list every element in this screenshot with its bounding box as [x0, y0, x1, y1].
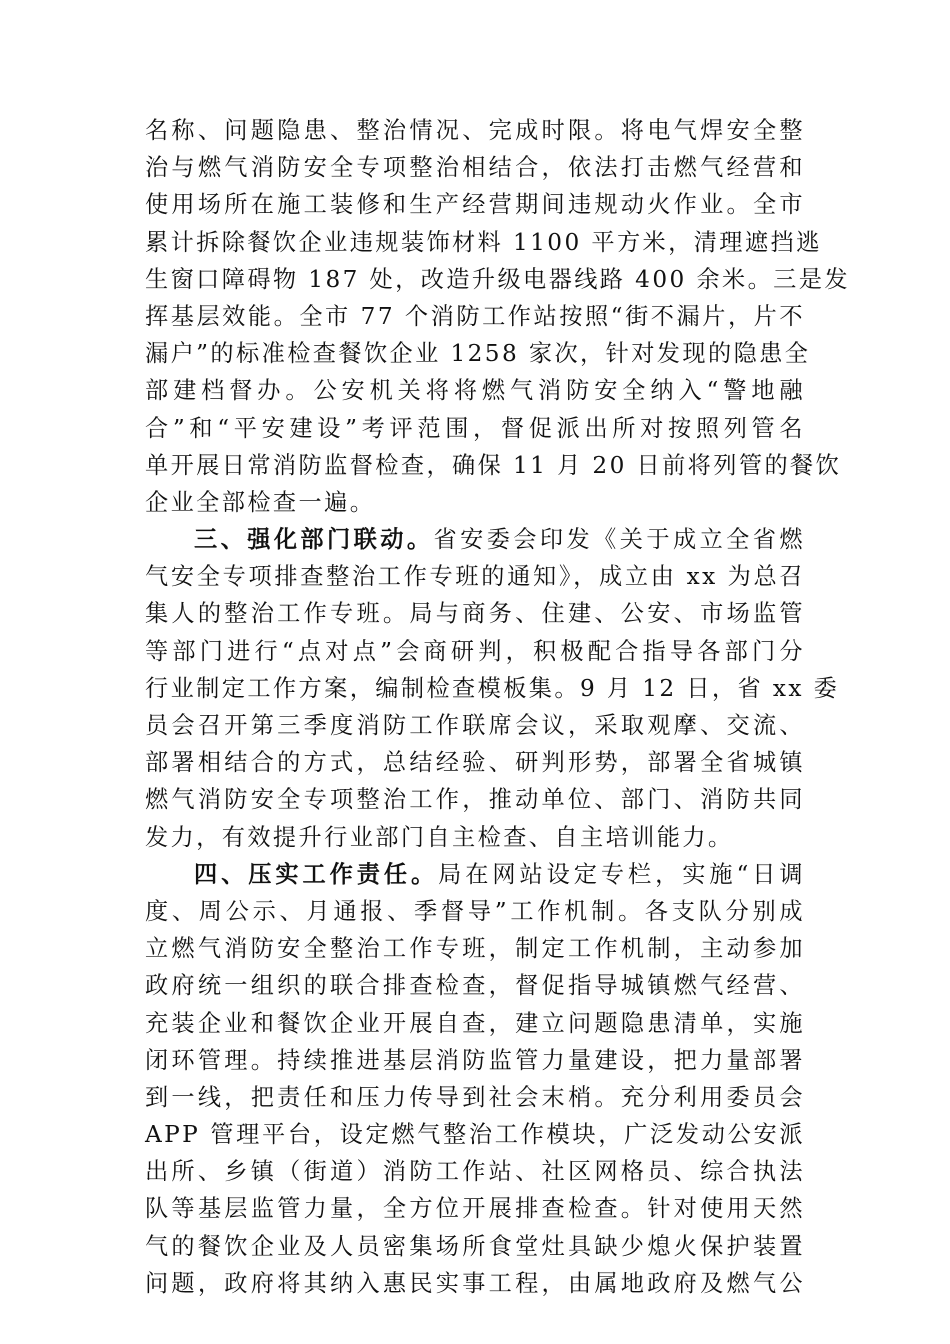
text-line: 单开展日常消防监督检查，确保 11 月 20 日前将列管的餐饮 — [145, 451, 842, 479]
text-line: 气安全专项排查整治工作专班的通知》，成立由 xx 为总召 — [145, 563, 805, 591]
section-heading: 四、压实工作责任。 — [194, 860, 439, 888]
paragraph-continuation — [145, 112, 850, 521]
text-line: 累计拆除餐饮企业违规装饰材料 1100 平方米，清理遮挡逃 — [145, 228, 822, 256]
text-line: 燃气消防安全专项整治工作，推动单位、部门、消防共同 — [145, 786, 805, 814]
text-line: 气的餐饮企业及人员密集场所食堂灶具缺少熄火保护装置 — [145, 1232, 805, 1260]
text-line: 治与燃气消防安全专项整治相结合，依法打击燃气经营和 — [145, 154, 805, 182]
text-line: 集人的整治工作专班。局与商务、住建、公安、市场监管 — [145, 600, 805, 628]
text-line: 部署相结合的方式，总结经验、研判形势，部署全省城镇 — [145, 749, 805, 777]
text-line: 员会召开第三季度消防工作联席会议，采取观摩、交流、 — [145, 712, 805, 739]
text-line: 到一线，把责任和压力传导到社会末梢。充分利用委员会 — [145, 1083, 805, 1111]
document-page — [145, 112, 850, 1302]
section-heading: 三、强化部门联动。 — [194, 526, 434, 554]
text-line: 问题，政府将其纳入惠民实事工程，由属地政府及燃气公 — [145, 1269, 805, 1297]
text-line: 闭环管理。持续推进基层消防监管力量建设，把力量部署 — [145, 1046, 805, 1074]
paragraph-first-line — [145, 521, 805, 558]
text-line: 部建档督办。公安机关将将燃气消防安全纳入“警地融 — [145, 377, 805, 405]
text-line: 度、周公示、月通报、季督导”工作机制。各支队分别成 — [145, 897, 805, 925]
text-line: 政府统一组织的联合排查检查，督促指导城镇燃气经营、 — [145, 972, 805, 1000]
text-line: 出所、乡镇（街道）消防工作站、社区网格员、综合执法 — [145, 1158, 805, 1186]
text-line: 名称、问题隐患、整治情况、完成时限。将电气焊安全整 — [145, 117, 805, 144]
text-line: 生窗口障碍物 187 处，改造升级电器线路 400 余米。三是发 — [145, 265, 850, 293]
text-line: 队等基层监管力量，全方位开展排查检查。针对使用天然 — [145, 1195, 805, 1223]
text-line: APP 管理平台，设定燃气整治工作模块，广泛发动公安派 — [145, 1121, 805, 1149]
paragraph-first-line — [145, 856, 805, 893]
text-line: 充装企业和餐饮企业开展自查，建立问题隐患清单，实施 — [145, 1009, 805, 1037]
text-line: 挥基层效能。全市 77 个消防工作站按照“街不漏片，片不 — [145, 302, 805, 330]
text-line: 漏户”的标准检查餐饮企业 1258 家次，针对发现的隐患全 — [145, 340, 811, 368]
text-line: 合”和“平安建设”考评范围，督促派出所对按照列管名 — [145, 414, 805, 442]
text-run: 局在网站设定专栏，实施“日调 — [438, 860, 805, 888]
paragraph-section-3 — [145, 521, 840, 856]
text-line: 等部门进行“点对点”会商研判，积极配合指导各部门分 — [145, 637, 805, 665]
text-line: 企业全部检查一遍。 — [145, 488, 376, 516]
text-line: 立燃气消防安全整治工作专班，制定工作机制，主动参加 — [145, 935, 805, 963]
paragraph-section-4 — [145, 856, 805, 1302]
text-line: 发力，有效提升行业部门自主检查、自主培训能力。 — [145, 823, 734, 851]
text-run: 省安委会印发《关于成立全省燃 — [433, 526, 805, 554]
text-line: 行业制定工作方案，编制检查模板集。9 月 12 日，省 xx 委 — [145, 674, 840, 702]
text-line: 使用场所在施工装修和生产经营期间违规动火作业。全市 — [145, 191, 805, 219]
